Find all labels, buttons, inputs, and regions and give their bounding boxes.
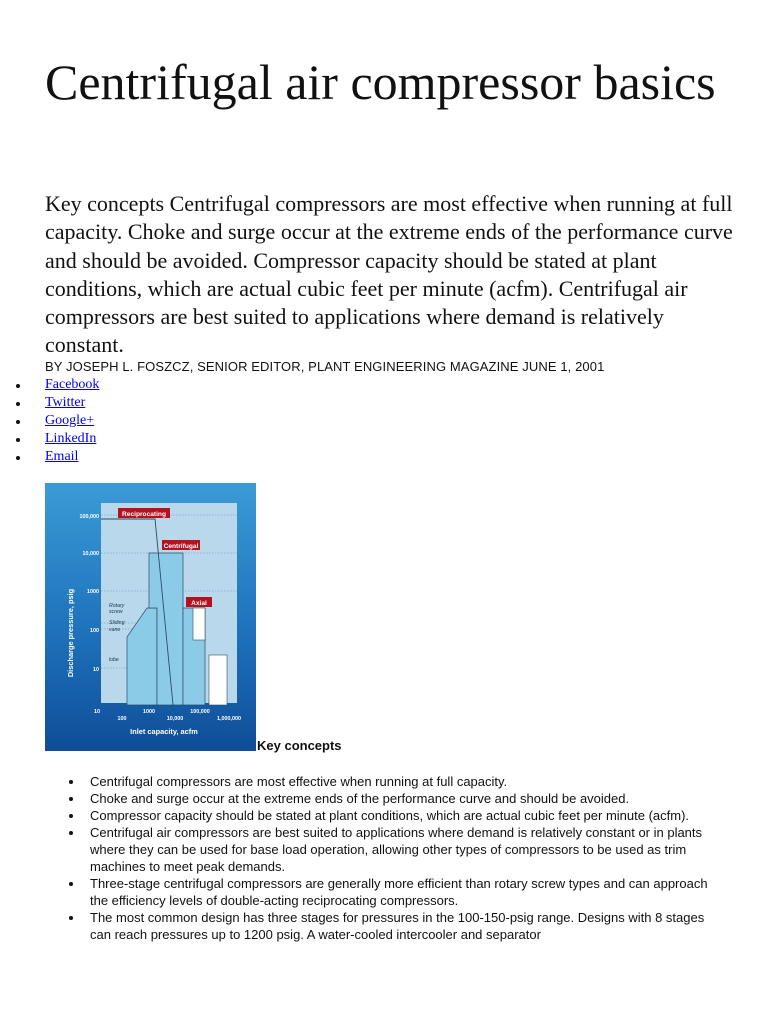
linkedin-link[interactable]: LinkedIn [45, 431, 97, 446]
byline: BY JOSEPH L. FOSZCZ, SENIOR EDITOR, PLANT ENGINEERING MAGAZINE JUNE 1, 2001 [45, 359, 605, 374]
x-tick: 10 [94, 709, 100, 715]
compressor-range-figure [45, 483, 256, 751]
y-tick: 100 [90, 628, 99, 634]
share-item-google-plus [0, 412, 99, 430]
x-tick: 10,000 [166, 716, 184, 722]
key-concepts-list [0, 773, 740, 943]
article-title: Centrifugal air compressor basics [45, 54, 716, 110]
list-item: Three-stage centrifugal compressors are generally more efficient than rotary screw types and can approach the efficiency levels of double-acting reciprocating compressors. [0, 875, 740, 909]
reciprocating-label: Reciprocating [122, 510, 166, 518]
x-tick: 100,000 [190, 709, 210, 715]
axial-label: Axial [191, 599, 207, 607]
lobe-label: lobe [109, 657, 119, 663]
y-tick: 10 [93, 667, 99, 673]
share-item-twitter [0, 394, 99, 412]
email-link[interactable]: Email [45, 449, 79, 464]
y-tick: 10,000 [82, 551, 99, 557]
list-item: Compressor capacity should be stated at plant conditions, which are actual cubic feet per minute (acfm). [0, 807, 740, 824]
rotary-label: Rotary [109, 603, 125, 609]
centrifugal-label: Centrifugal [163, 542, 199, 550]
outer-white-block [209, 655, 227, 705]
twitter-link[interactable]: Twitter [45, 395, 86, 410]
axial-white-block [193, 608, 205, 640]
sliding-label: Sliding [109, 620, 125, 626]
y-axis-label: Discharge pressure, psig [66, 588, 75, 678]
x-tick: 1,000,000 [217, 716, 241, 722]
share-item-email [0, 448, 99, 466]
share-links [0, 376, 99, 466]
x-axis-label: Inlet capacity, acfm [130, 727, 198, 736]
share-item-linkedin [0, 430, 99, 448]
figure-illustration [45, 483, 256, 751]
share-item-facebook [0, 376, 99, 394]
list-item: The most common design has three stages for pressures in the 100-150-psig range. Designs with 8 stages can reach pressures up to 1200 psig. A water-cooled intercooler and separator [0, 909, 740, 943]
list-item: Centrifugal air compressors are best suited to applications where demand is relatively constant or in plants where they can be used for base load operation, allowing other types of compressors to be used as trim machines to meet peak demands. [0, 824, 740, 875]
y-tick: 100,000 [79, 514, 99, 520]
key-concepts-heading: Key concepts [257, 738, 342, 753]
list-item: Choke and surge occur at the extreme ends of the performance curve and should be avoided. [0, 790, 740, 807]
screw-label: screw [109, 609, 123, 615]
y-tick: 1000 [87, 589, 99, 595]
x-tick: 100 [117, 716, 127, 722]
google-plus-link[interactable]: Google+ [45, 413, 95, 428]
article-lede: Key concepts Centrifugal compressors are most effective when running at full capacity. Choke and surge occur at the extreme ends of the performance curve and should be avoided. Compressor capacity should be stated at plant conditions, which are actual cubic feet per minute (acfm). Centrifugal air compressors are best suited to applications where demand is relatively constant. [45, 191, 733, 358]
x-tick: 1000 [143, 709, 155, 715]
vane-label: vane [109, 627, 121, 633]
list-item: Centrifugal compressors are most effective when running at full capacity. [0, 773, 740, 790]
facebook-link[interactable]: Facebook [45, 377, 100, 392]
